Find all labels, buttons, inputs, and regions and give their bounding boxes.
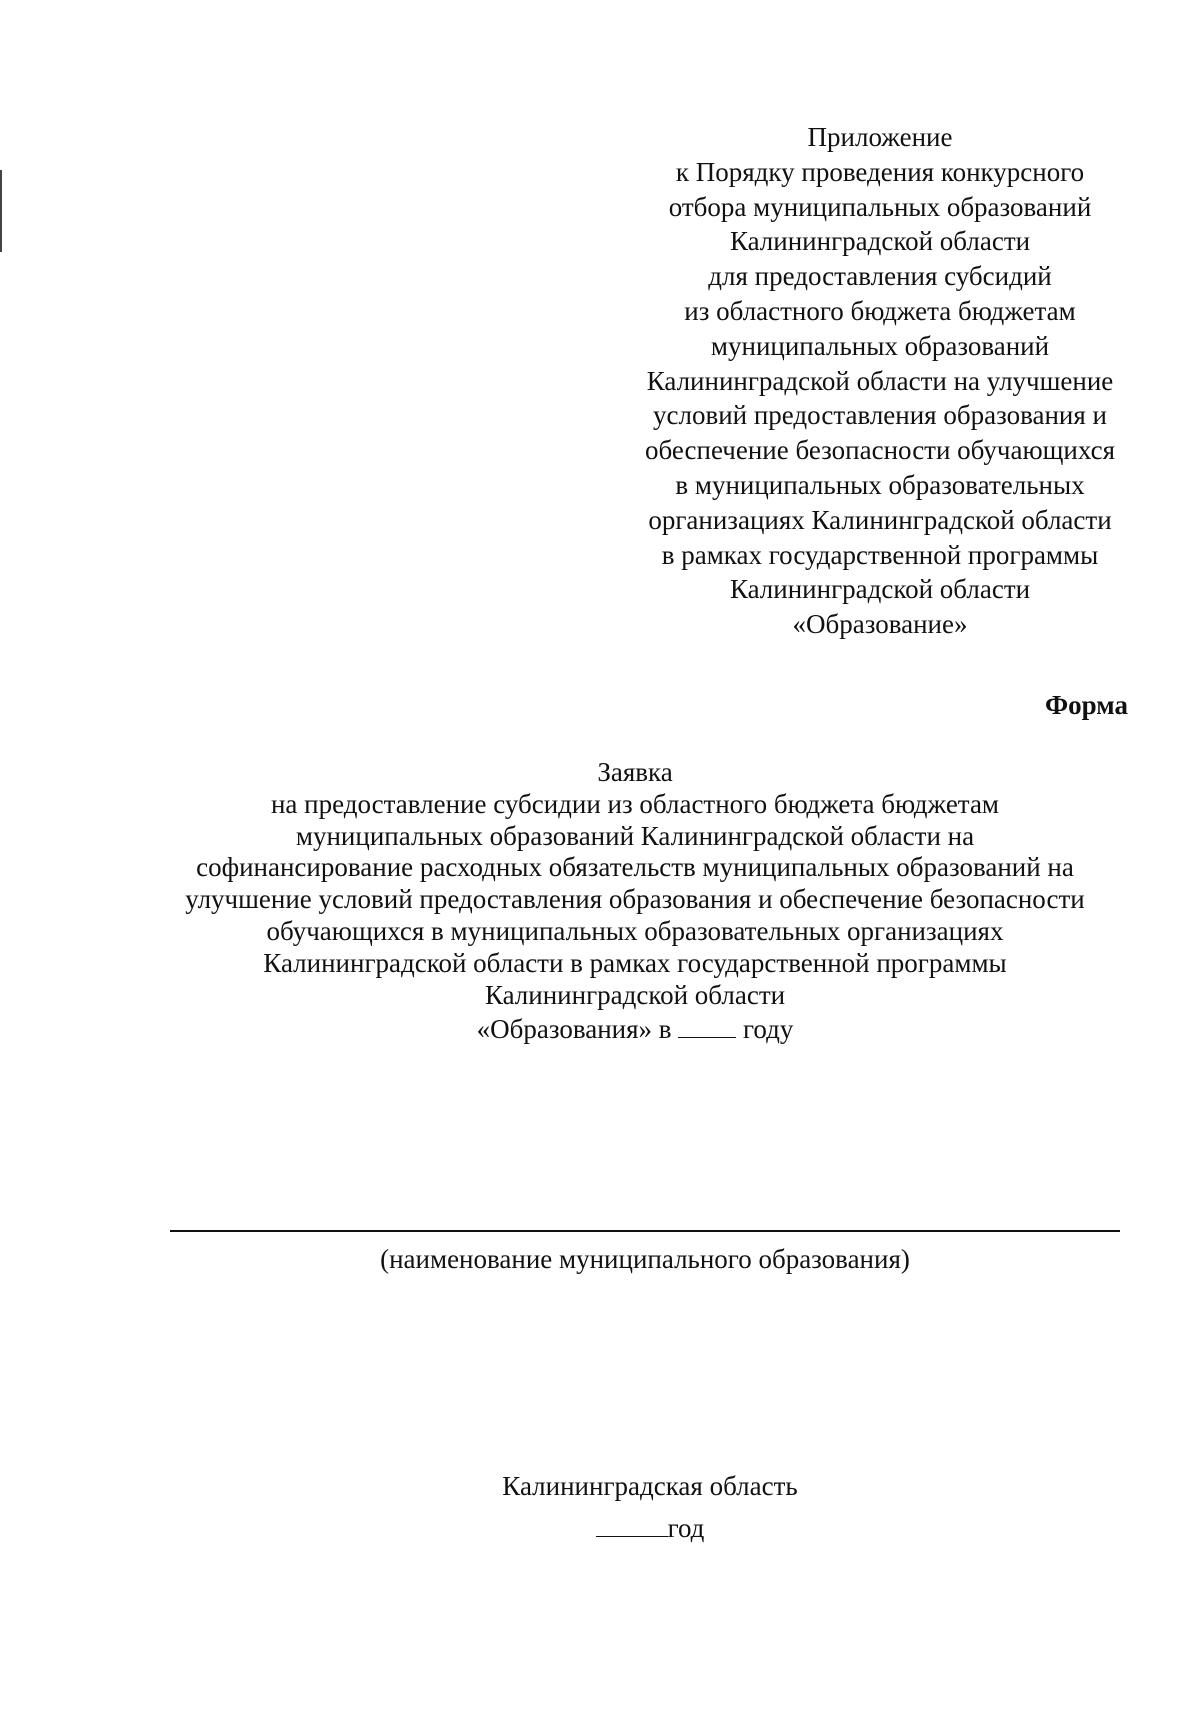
appendix-line: к Порядку проведения конкурсного (675, 156, 1085, 187)
footer-year-blank-field[interactable] (596, 1510, 668, 1537)
request-line: улучшение условий предоставления образования и обеспечение безопасности (185, 884, 1085, 915)
appendix-line: муниципальных образований (710, 330, 1050, 361)
request-line: обучающихся в муниципальных образовательных организациях (266, 915, 1004, 946)
appendix-line: организациях Калининградской области (648, 504, 1112, 535)
appendix-line: «Образование» (792, 609, 968, 640)
appendix-line: Калининградской области (729, 574, 1031, 605)
request-line: муниципальных образований Калининградской области на (295, 820, 975, 851)
request-line: Калининградской области в рамках государственной программы (263, 947, 1007, 978)
appendix-line: в муниципальных образовательных (675, 469, 1085, 500)
request-line: Калининградской области (484, 979, 786, 1010)
request-year-line (140, 1011, 1130, 1046)
request-line: на предоставление субсидии из областного бюджета бюджетам (270, 788, 1000, 819)
request-heading: Заявка (597, 757, 673, 787)
request-line: софинансирование расходных обязательств муниципальных образований на (196, 852, 1074, 883)
year-blank-field[interactable] (678, 1011, 736, 1038)
appendix-line: из областного бюджета бюджетам (684, 295, 1076, 326)
appendix-line: для предоставления субсидий (708, 261, 1052, 292)
place-block (300, 1465, 1000, 1549)
municipality-name-field[interactable] (170, 1230, 1120, 1232)
request-year-suffix: году (743, 1014, 794, 1045)
scan-edge-mark (0, 170, 2, 252)
appendix-line: Калининградской области на улучшение (646, 365, 1114, 396)
request-title (140, 757, 1130, 1046)
form-label: Форма (1044, 690, 1128, 720)
municipality-name-caption: (наименование муниципального образования) (380, 1244, 910, 1274)
region-name: Калининградская область (502, 1471, 798, 1501)
year-label: год (667, 1513, 705, 1543)
appendix-line: в рамках государственной программы (661, 539, 1099, 570)
request-year-prefix: «Образования» в (476, 1014, 672, 1045)
appendix-line: Приложение (807, 122, 953, 152)
appendix-line: обеспечение безопасности обучающихся (644, 435, 1115, 466)
year-line (300, 1507, 1000, 1549)
appendix-header (600, 120, 1160, 642)
appendix-line: отбора муниципальных образований (668, 191, 1092, 222)
appendix-line: условий предоставления образования и (653, 400, 1107, 431)
appendix-line: Калининградской области (729, 226, 1031, 257)
